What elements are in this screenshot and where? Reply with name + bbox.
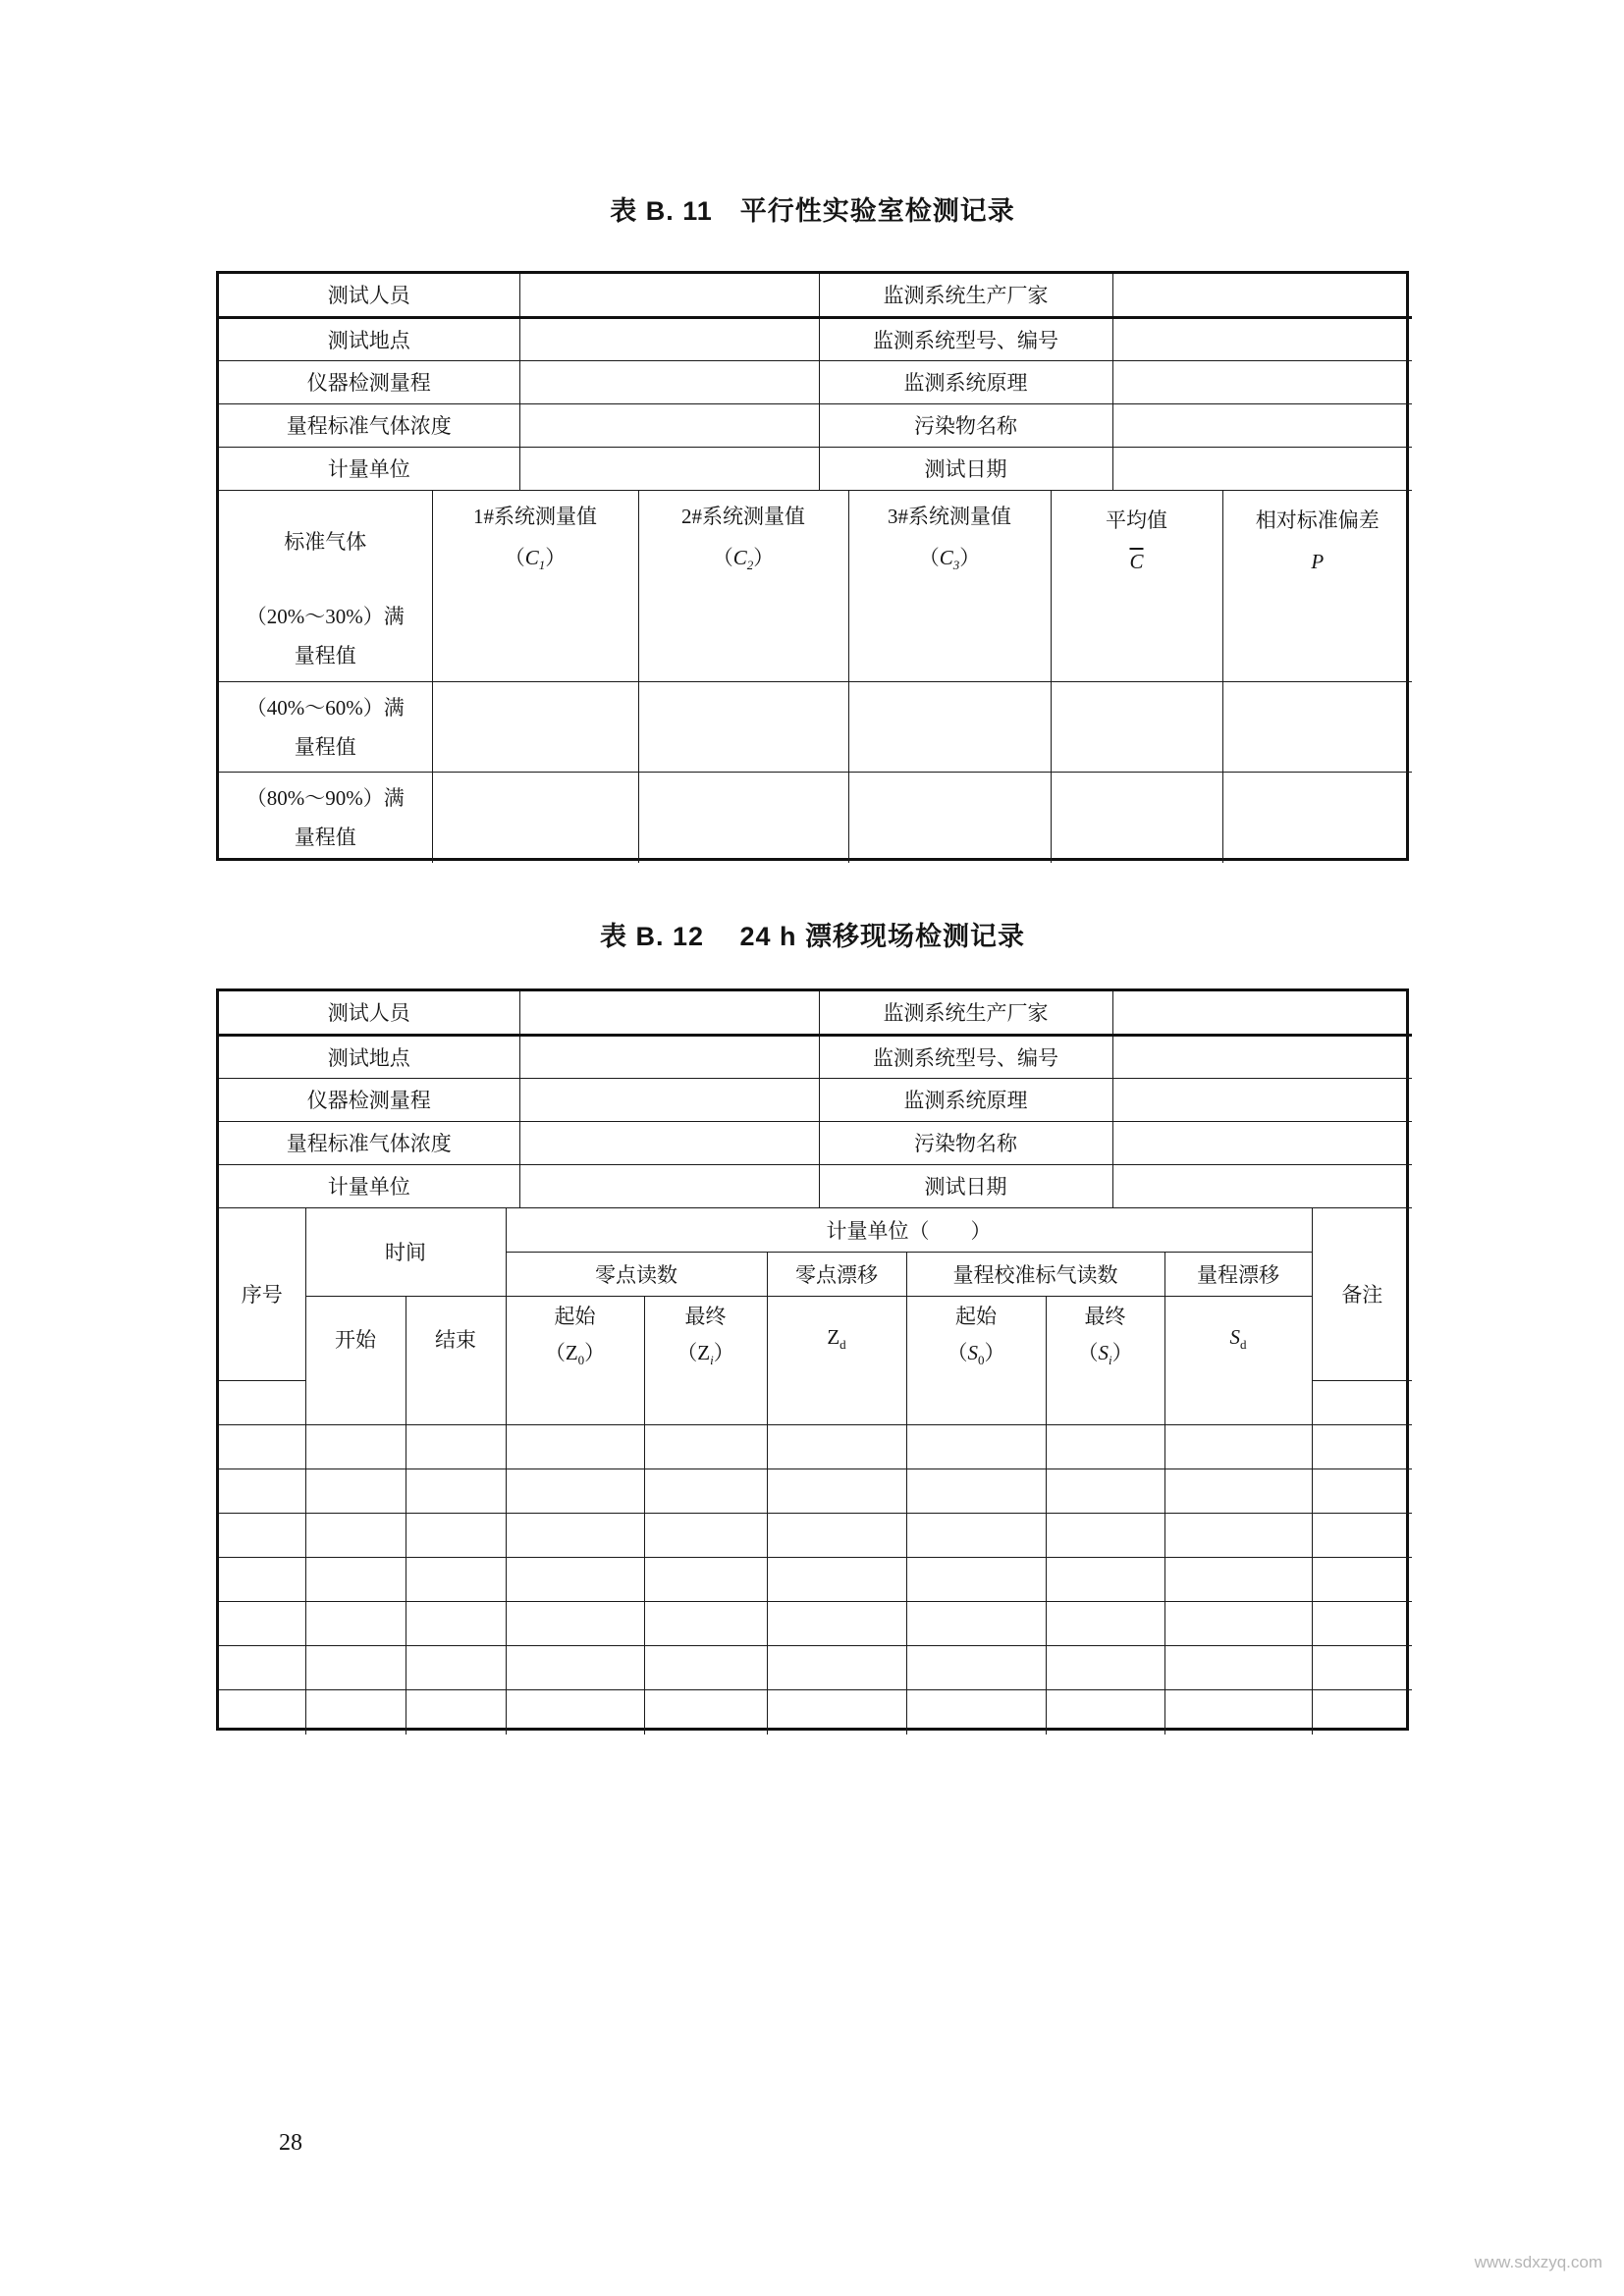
info-label-right: 污染物名称 xyxy=(819,403,1112,447)
info-value-left xyxy=(519,317,819,360)
header-average-label: 平均值 xyxy=(1106,508,1167,532)
empty-data-cell xyxy=(906,1469,1046,1514)
header-end: 结束 xyxy=(406,1297,506,1381)
table-b12-info xyxy=(219,991,1412,1208)
empty-data-cell xyxy=(1164,1469,1312,1514)
info-value-right xyxy=(1112,447,1412,490)
header-sys3-symbol: $(C_3)$ xyxy=(918,545,981,573)
header-si-label: 最终 xyxy=(1084,1305,1126,1329)
info-value-right xyxy=(1112,1121,1412,1164)
table-row xyxy=(219,1646,1412,1690)
empty-data-cell xyxy=(906,1558,1046,1602)
header-z0-label: 起始 xyxy=(554,1305,596,1329)
header-span-drift: 量程漂移 xyxy=(1164,1253,1312,1297)
empty-data-cell xyxy=(1312,1381,1412,1425)
empty-data-cell xyxy=(906,1514,1046,1558)
empty-data-cell xyxy=(767,1646,906,1690)
empty-data-cell xyxy=(906,1646,1046,1690)
header-average-symbol: $\overline{C}$ xyxy=(1129,550,1144,573)
empty-data-cell xyxy=(1312,1558,1412,1602)
info-value-right xyxy=(1112,274,1412,317)
row-label xyxy=(219,592,432,682)
header-sys3-label: 3#系统测量值 xyxy=(888,504,1011,528)
empty-data-cell xyxy=(767,1690,906,1735)
empty-data-cell xyxy=(1164,1558,1312,1602)
info-label-left: 测试地点 xyxy=(219,1035,519,1078)
empty-data-cell xyxy=(406,1602,506,1646)
header-rsd xyxy=(1222,491,1412,592)
header-zi xyxy=(644,1297,767,1381)
row-label-line: （80%～90%）满 xyxy=(245,785,405,810)
table-row xyxy=(219,1690,1412,1735)
row-label xyxy=(219,773,432,863)
empty-data-cell xyxy=(638,682,848,773)
info-value-right xyxy=(1112,1078,1412,1121)
empty-data-cell xyxy=(906,1381,1046,1425)
info-label-left: 量程标准气体浓度 xyxy=(219,403,519,447)
empty-data-cell xyxy=(1164,1690,1312,1735)
info-value-left xyxy=(519,447,819,490)
header-sys1 xyxy=(432,491,638,592)
empty-data-cell xyxy=(644,1602,767,1646)
info-row xyxy=(219,360,1412,403)
table-row xyxy=(219,1381,1412,1425)
info-value-right xyxy=(1112,403,1412,447)
empty-data-cell xyxy=(1222,682,1412,773)
empty-data-cell xyxy=(1164,1602,1312,1646)
empty-data-cell xyxy=(506,1558,644,1602)
info-row xyxy=(219,274,1412,317)
info-value-left xyxy=(519,1121,819,1164)
empty-data-cell xyxy=(638,592,848,682)
header-sys3 xyxy=(848,491,1051,592)
empty-data-cell xyxy=(1046,1381,1164,1425)
table-row xyxy=(219,1602,1412,1646)
table-row xyxy=(219,1425,1412,1469)
table-b12-drift xyxy=(219,1208,1412,1735)
empty-data-cell xyxy=(1046,1425,1164,1469)
empty-data-cell xyxy=(506,1646,644,1690)
empty-data-cell xyxy=(848,773,1051,863)
empty-data-cell xyxy=(1164,1646,1312,1690)
table-b12-header-row1 xyxy=(219,1208,1412,1253)
empty-data-cell xyxy=(305,1514,406,1558)
header-span-reading: 量程校准标气读数 xyxy=(906,1253,1164,1297)
info-label-left: 测试人员 xyxy=(219,991,519,1035)
empty-data-cell xyxy=(1051,592,1222,682)
empty-data-cell xyxy=(219,1602,305,1646)
info-label-left: 测试地点 xyxy=(219,317,519,360)
info-row xyxy=(219,1078,1412,1121)
empty-data-cell xyxy=(219,1425,305,1469)
info-value-right xyxy=(1112,317,1412,360)
row-label-line: （40%～60%）满 xyxy=(245,695,405,720)
empty-data-cell xyxy=(767,1425,906,1469)
info-label-left: 量程标准气体浓度 xyxy=(219,1121,519,1164)
info-label-left: 计量单位 xyxy=(219,1164,519,1207)
info-value-left xyxy=(519,1164,819,1207)
empty-data-cell xyxy=(644,1381,767,1425)
info-value-left xyxy=(519,403,819,447)
header-z0-symbol: $(Z_0)$ xyxy=(544,1341,606,1368)
table-b11-info xyxy=(219,274,1412,491)
empty-data-cell xyxy=(406,1425,506,1469)
header-zd: $Z_d$ xyxy=(767,1297,906,1381)
header-zero-reading: 零点读数 xyxy=(506,1253,767,1297)
header-zero-drift: 零点漂移 xyxy=(767,1253,906,1297)
empty-data-cell xyxy=(906,1690,1046,1735)
table-row xyxy=(219,1514,1412,1558)
empty-data-cell xyxy=(506,1602,644,1646)
page-number: 28 xyxy=(279,2130,302,2156)
empty-data-cell xyxy=(219,1646,305,1690)
empty-data-cell xyxy=(1164,1381,1312,1425)
header-seq: 序号 xyxy=(219,1208,305,1381)
empty-data-cell xyxy=(1046,1690,1164,1735)
empty-data-cell xyxy=(1222,592,1412,682)
empty-data-cell xyxy=(1312,1514,1412,1558)
empty-data-cell xyxy=(305,1646,406,1690)
header-zi-label: 最终 xyxy=(684,1305,727,1329)
info-value-left xyxy=(519,991,819,1035)
info-value-right xyxy=(1112,360,1412,403)
empty-data-cell xyxy=(848,592,1051,682)
empty-data-cell xyxy=(219,1469,305,1514)
info-label-right: 监测系统生产厂家 xyxy=(819,274,1112,317)
header-remark: 备注 xyxy=(1312,1208,1412,1381)
info-label-right: 监测系统型号、编号 xyxy=(819,317,1112,360)
header-sys2-symbol: $(C_2)$ xyxy=(712,545,775,573)
empty-data-cell xyxy=(767,1381,906,1425)
empty-data-cell xyxy=(644,1425,767,1469)
info-label-right: 测试日期 xyxy=(819,447,1112,490)
header-s0-symbol: $(S_0)$ xyxy=(947,1341,1005,1368)
header-std-gas: 标准气体 xyxy=(219,491,432,592)
empty-data-cell xyxy=(767,1514,906,1558)
info-row xyxy=(219,1035,1412,1078)
empty-data-cell xyxy=(906,1602,1046,1646)
empty-data-cell xyxy=(305,1469,406,1514)
table-row xyxy=(219,592,1412,682)
empty-data-cell xyxy=(506,1381,644,1425)
empty-data-cell xyxy=(1046,1602,1164,1646)
info-value-right xyxy=(1112,1035,1412,1078)
empty-data-cell xyxy=(305,1690,406,1735)
table-b11 xyxy=(216,271,1409,861)
empty-data-cell xyxy=(1312,1646,1412,1690)
empty-data-cell xyxy=(506,1514,644,1558)
row-label-line: 量程值 xyxy=(294,644,356,668)
empty-data-cell xyxy=(506,1690,644,1735)
header-sys2 xyxy=(638,491,848,592)
header-time: 时间 xyxy=(305,1208,506,1297)
empty-data-cell xyxy=(432,592,638,682)
info-row xyxy=(219,403,1412,447)
empty-data-cell xyxy=(848,682,1051,773)
empty-data-cell xyxy=(406,1690,506,1735)
table-row xyxy=(219,1469,1412,1514)
info-label-left: 仪器检测量程 xyxy=(219,1078,519,1121)
empty-data-cell xyxy=(1312,1690,1412,1735)
table-b12 xyxy=(216,988,1409,1731)
empty-data-cell xyxy=(1164,1514,1312,1558)
header-sys1-label: 1#系统测量值 xyxy=(473,504,597,528)
header-z0 xyxy=(506,1297,644,1381)
empty-data-cell xyxy=(1046,1558,1164,1602)
watermark: www.sdxzyq.com xyxy=(1474,2253,1602,2271)
empty-data-cell xyxy=(644,1690,767,1735)
empty-data-cell xyxy=(1312,1602,1412,1646)
empty-data-cell xyxy=(305,1381,406,1425)
empty-data-cell xyxy=(305,1558,406,1602)
empty-data-cell xyxy=(1312,1425,1412,1469)
empty-data-cell xyxy=(219,1514,305,1558)
empty-data-cell xyxy=(1164,1425,1312,1469)
info-label-left: 测试人员 xyxy=(219,274,519,317)
info-value-left xyxy=(519,360,819,403)
empty-data-cell xyxy=(1046,1514,1164,1558)
info-label-right: 监测系统型号、编号 xyxy=(819,1035,1112,1078)
empty-data-cell xyxy=(406,1558,506,1602)
empty-data-cell xyxy=(219,1690,305,1735)
header-s0-label: 起始 xyxy=(955,1305,997,1329)
info-row xyxy=(219,1121,1412,1164)
info-value-right xyxy=(1112,991,1412,1035)
table-b12-header-row3 xyxy=(219,1297,1412,1381)
table-row xyxy=(219,682,1412,773)
table-b11-title: 表 B. 11 平行性实验室检测记录 xyxy=(610,196,1015,226)
header-start: 开始 xyxy=(305,1297,406,1381)
empty-data-cell xyxy=(305,1602,406,1646)
empty-data-cell xyxy=(1222,773,1412,863)
info-label-right: 监测系统原理 xyxy=(819,1078,1112,1121)
info-label-left: 仪器检测量程 xyxy=(219,360,519,403)
table-b12-title: 表 B. 12 24 h 漂移现场检测记录 xyxy=(599,922,1026,951)
info-row xyxy=(219,317,1412,360)
empty-data-cell xyxy=(638,773,848,863)
info-row xyxy=(219,991,1412,1035)
header-unit: 计量单位（ ） xyxy=(506,1208,1312,1253)
empty-data-cell xyxy=(432,773,638,863)
info-label-right: 监测系统生产厂家 xyxy=(819,991,1112,1035)
empty-data-cell xyxy=(767,1558,906,1602)
empty-data-cell xyxy=(1051,682,1222,773)
table-row xyxy=(219,1558,1412,1602)
header-si xyxy=(1046,1297,1164,1381)
empty-data-cell xyxy=(644,1469,767,1514)
row-label xyxy=(219,682,432,773)
row-label-line: 量程值 xyxy=(294,734,356,759)
table-b11-measure xyxy=(219,491,1412,863)
empty-data-cell xyxy=(506,1469,644,1514)
info-value-left xyxy=(519,1078,819,1121)
info-label-right: 污染物名称 xyxy=(819,1121,1112,1164)
info-value-left xyxy=(519,1035,819,1078)
empty-data-cell xyxy=(906,1425,1046,1469)
empty-data-cell xyxy=(305,1425,406,1469)
row-label-line: （20%～30%）满 xyxy=(245,605,405,629)
empty-data-cell xyxy=(644,1558,767,1602)
info-label-right: 测试日期 xyxy=(819,1164,1112,1207)
empty-data-cell xyxy=(406,1381,506,1425)
header-si-symbol: $(S_i)$ xyxy=(1077,1341,1133,1368)
row-label-line: 量程值 xyxy=(294,825,356,849)
info-label-right: 监测系统原理 xyxy=(819,360,1112,403)
info-row xyxy=(219,447,1412,490)
empty-data-cell xyxy=(767,1602,906,1646)
empty-data-cell xyxy=(1046,1469,1164,1514)
info-label-left: 计量单位 xyxy=(219,447,519,490)
empty-data-cell xyxy=(644,1514,767,1558)
header-zi-symbol: $(Z_i)$ xyxy=(677,1341,734,1368)
empty-data-cell xyxy=(1046,1646,1164,1690)
empty-data-cell xyxy=(406,1514,506,1558)
empty-data-cell xyxy=(767,1469,906,1514)
header-sys1-symbol: $(C_1)$ xyxy=(504,545,567,573)
info-value-right xyxy=(1112,1164,1412,1207)
empty-data-cell xyxy=(406,1469,506,1514)
header-rsd-symbol: P xyxy=(1311,550,1325,573)
header-average xyxy=(1051,491,1222,592)
empty-data-cell xyxy=(644,1646,767,1690)
empty-data-cell xyxy=(506,1425,644,1469)
header-rsd-label: 相对标准偏差 xyxy=(1255,508,1380,532)
empty-data-cell xyxy=(1312,1469,1412,1514)
empty-data-cell xyxy=(1051,773,1222,863)
info-value-left xyxy=(519,274,819,317)
header-s0 xyxy=(906,1297,1046,1381)
header-sd: $S_d$ xyxy=(1164,1297,1312,1381)
empty-data-cell xyxy=(406,1646,506,1690)
empty-data-cell xyxy=(432,682,638,773)
info-row xyxy=(219,1164,1412,1207)
empty-data-cell xyxy=(219,1558,305,1602)
table-row xyxy=(219,773,1412,863)
header-sys2-label: 2#系统测量值 xyxy=(681,504,805,528)
empty-data-cell xyxy=(219,1381,305,1425)
table-b11-header-row xyxy=(219,491,1412,592)
